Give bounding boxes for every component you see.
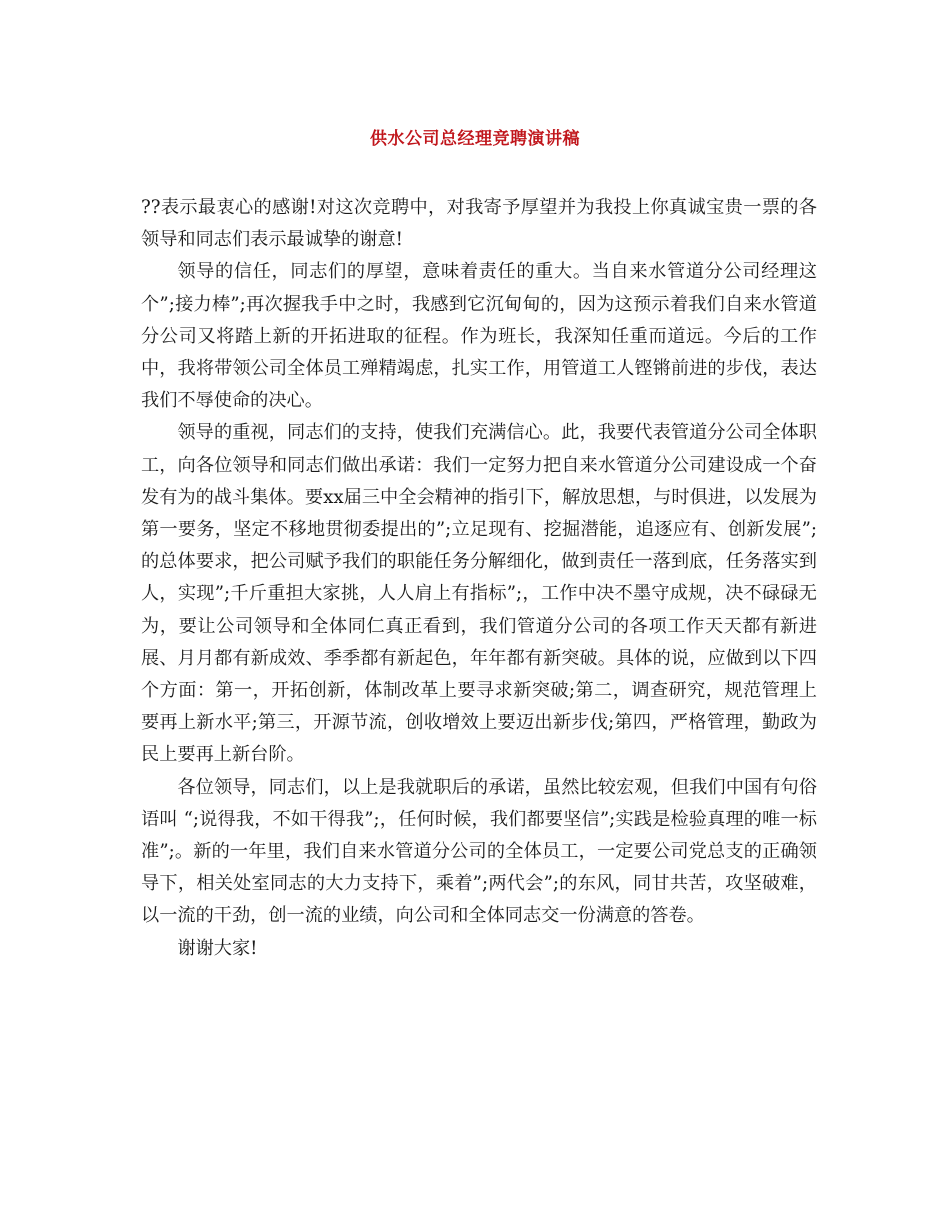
paragraph-commitment: 领导的重视，同志们的支持，使我们充满信心。此，我要代表管道分公司全体职工，向各位领导和同志们做出承诺：我们一定努力把自来水管道分公司建设成一个奋发有为的战斗集体。要xx届三中全会精神的指引下，解放思想，与时俱进，以发展为第一要务，坚定不移地贯彻委提出的”;立足现有、挖掘潜能，追逐应有、创新发展”;的总体要求，把公司赋予我们的职能任务分解细化，做到责任一落到底，任务落实到人，实现”;千斤重担大家挑，人人肩上有指标”;，工作中决不墨守成规，决不碌碌无为，要让公司领导和全体同仁真正看到，我们管道分公司的各项工作天天都有新进展、月月都有新成效、季季都有新起色，年年都有新突破。具体的说，应做到以下四个方面：第一，开拓创新，体制改革上要寻求新突破;第二，调查研究，规范管理上要再上新水平;第三，开源节流，创收增效上要迈出新步伐;第四，严格管理，勤政为民上要再上新台阶。 [141, 422, 817, 766]
paragraph-opening: ??表示最衷心的感谢!对这次竞聘中，对我寄予厚望并为我投上你真诚宝贵一票的各领导和同志们表示最诚挚的谢意! [141, 197, 817, 251]
paragraph-closing: 各位领导，同志们，以上是我就职后的承诺，虽然比较宏观，但我们中国有句俗语叫 “;说得我，不如干得我”;，任何时候，我们都要坚信”;实践是检验真理的唯一标准”;。新的一年里，我们自来水管道分公司的全体员工，一定要公司党总支的正确领导下，相关处室同志的大力支持下，乘着”;两代会”;的东风，同甘共苦，攻坚破难，以一流的干劲，创一流的业绩，向公司和全体同志交一份满意的答卷。 [141, 776, 817, 927]
paragraph-thanks: 谢谢大家! [177, 937, 258, 959]
document-title: 供水公司总经理竞聘演讲稿 [370, 129, 580, 149]
paragraph-trust: 领导的信任，同志们的厚望，意味着责任的重大。当自来水管道分公司经理这个”;接力棒”;再次握我手中之时，我感到它沉甸甸的，因为这预示着我们自来水管道分公司又将踏上新的开拓进取的征程。作为班长，我深知任重而道远。今后的工作中，我将带领公司全体员工殚精竭虑，扎实工作，用管道工人铿锵前进的步伐，表达我们不辱使命的决心。 [141, 261, 817, 412]
document-body [141, 192, 817, 965]
